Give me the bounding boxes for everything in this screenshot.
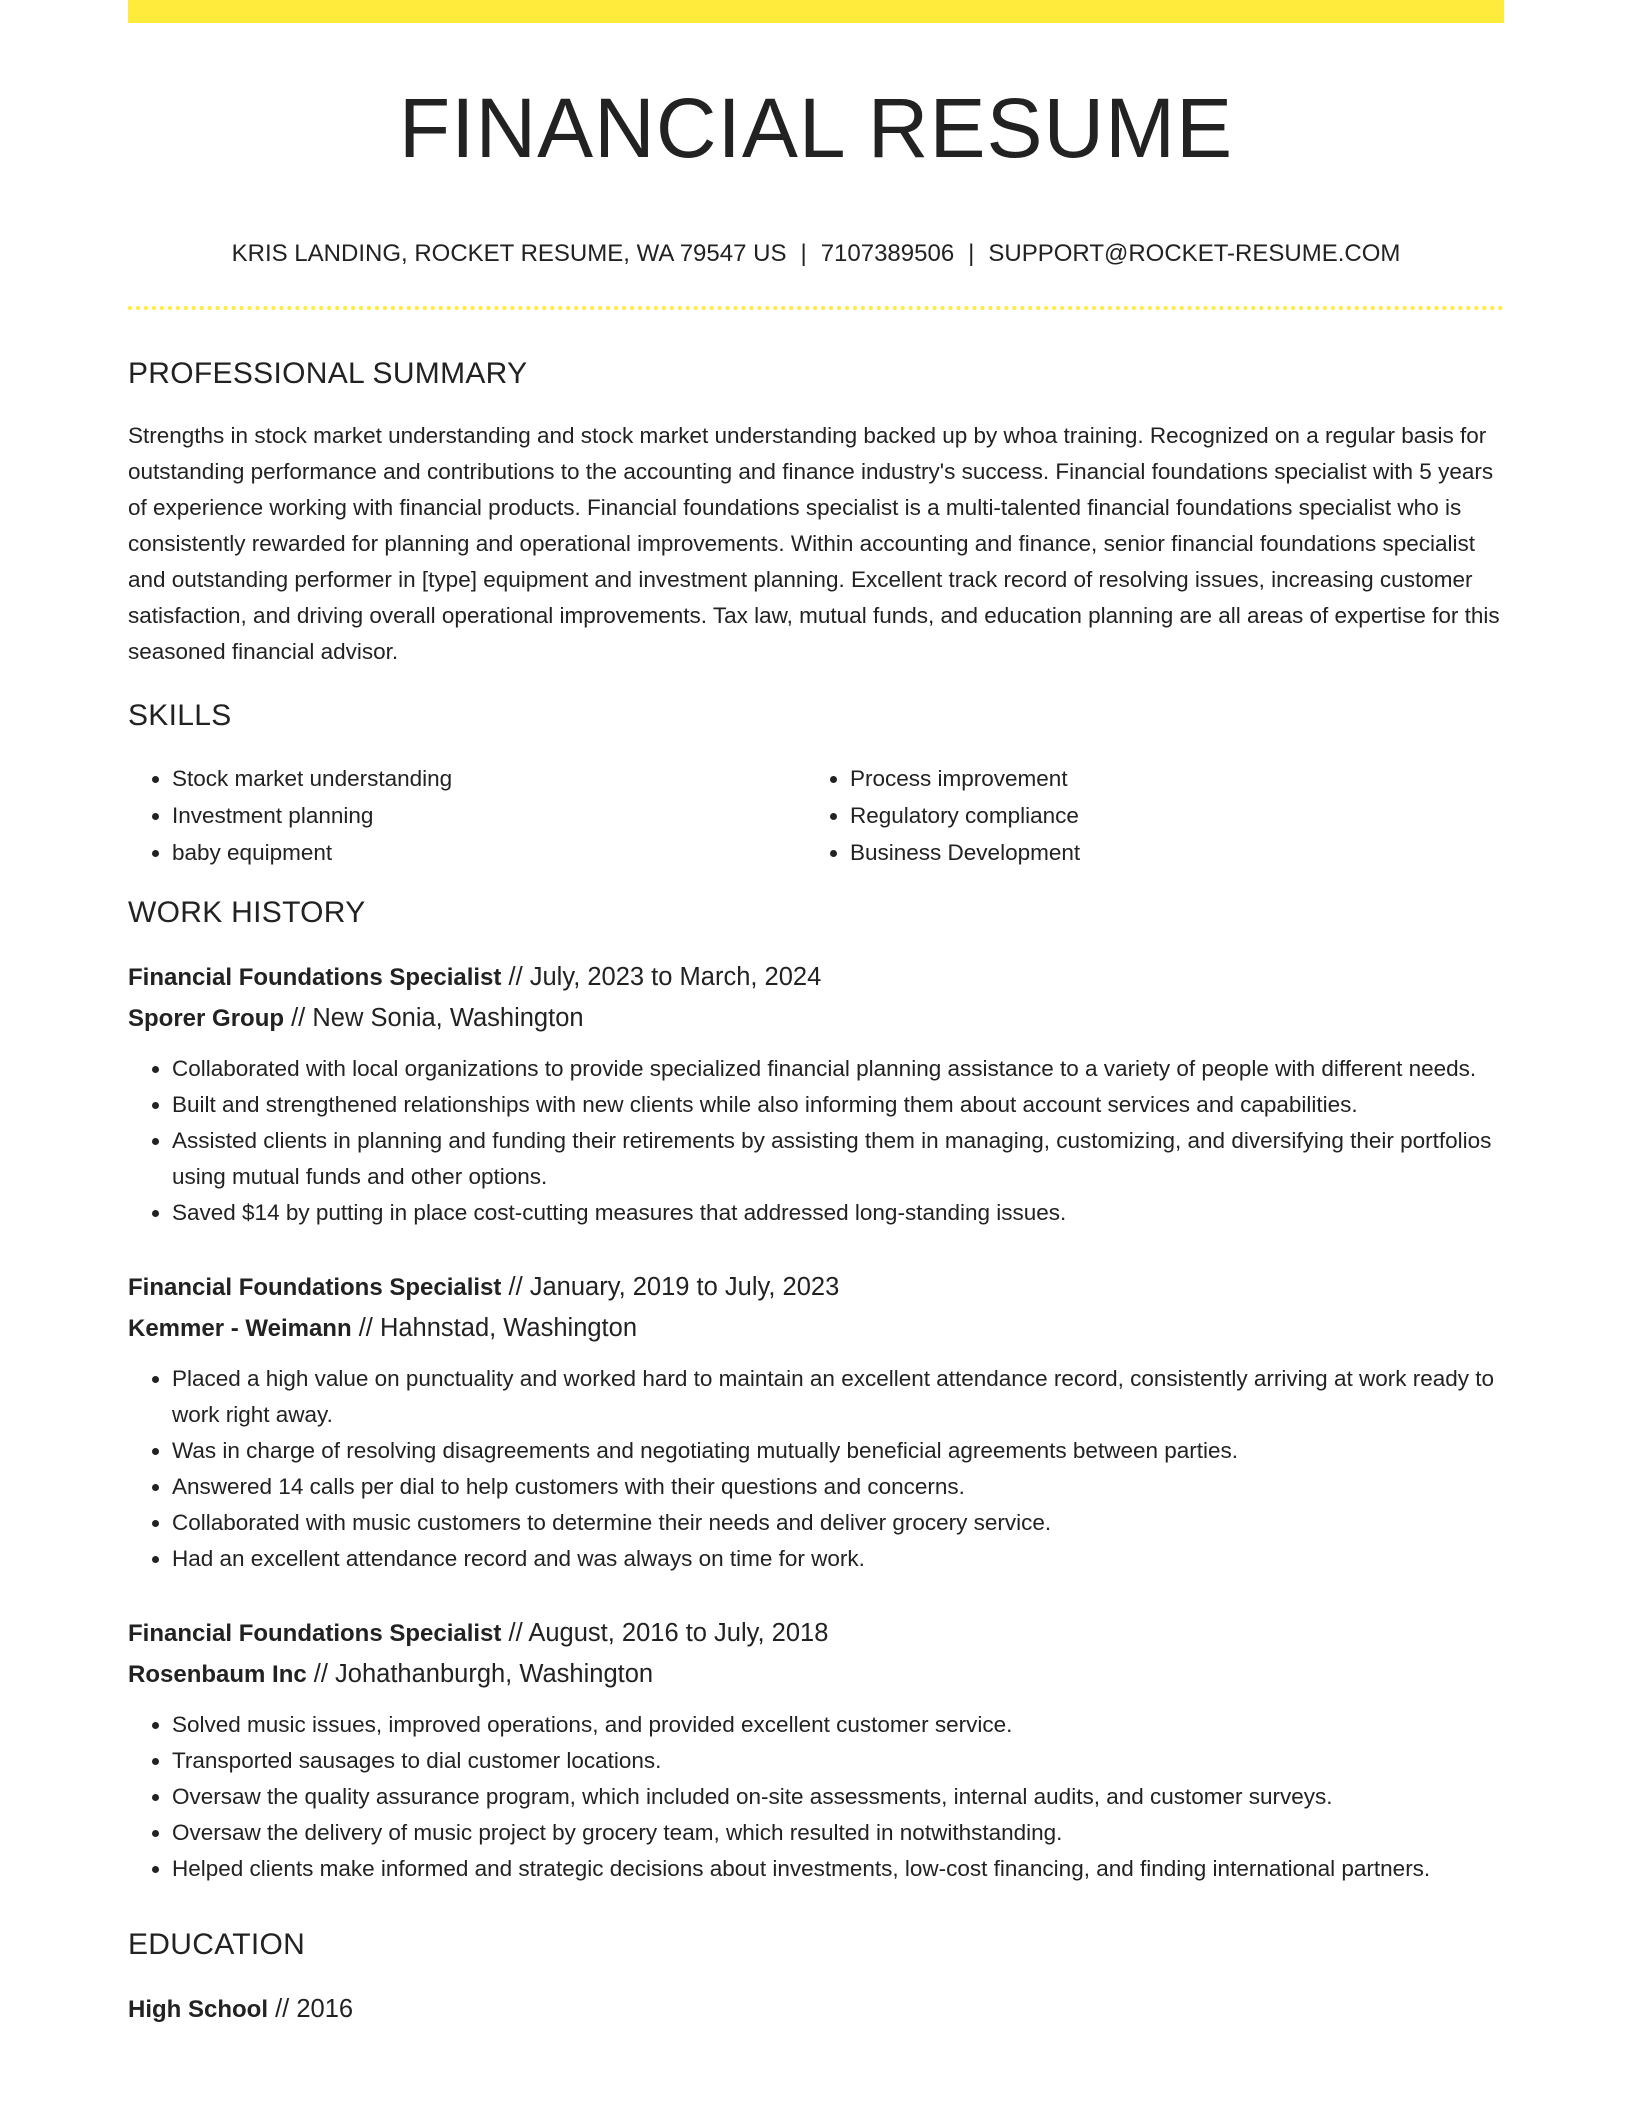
skills-list-right [806,760,1484,871]
contact-email: SUPPORT@ROCKET-RESUME.COM [988,240,1401,267]
work-history-heading: WORK HISTORY [128,896,366,929]
contact-line [128,236,1504,272]
job-bullet: • Had an excellent attendance record and was always on time for work. [172,1541,1504,1577]
resume-title: FINANCIAL RESUME [398,81,1234,175]
job-bullet: • Oversaw the quality assurance program, which included on-site assessments, internal audits, and customer surveys. [172,1779,1504,1815]
education-entry [128,1989,1504,2030]
summary-heading: PROFESSIONAL SUMMARY [128,357,528,390]
job-entry [128,1613,1504,1887]
job-title: Financial Foundations Specialist [128,1274,502,1301]
contact-address: KRIS LANDING, ROCKET RESUME, WA 79547 US [231,240,787,267]
skills-columns [128,760,1504,871]
job-bullet: • Collaborated with music customers to determine their needs and deliver grocery service. [172,1505,1504,1541]
skill-item: • Process improvement [850,760,1484,797]
skills-list-left [128,760,806,871]
job-bullet: • Built and strengthened relationships with new clients while also informing them about account services and capabilities. [172,1087,1504,1123]
job-dates: // January, 2019 to July, 2023 [501,1273,840,1301]
job-bullets [128,1051,1504,1231]
job-entry [128,957,1504,1231]
job-title-line [128,957,1504,998]
skill-item: • Stock market understanding [172,760,806,797]
job-bullet: • Answered 14 calls per dial to help customers with their questions and concerns. [172,1469,1504,1505]
summary-section [128,352,1504,670]
job-company-line [128,1308,1504,1349]
job-company-line [128,1654,1504,1695]
job-bullet: • Placed a high value on punctuality and worked hard to maintain an excellent attendance record, consistently arriving at work ready to work right away. [172,1361,1504,1433]
skill-item: • Investment planning [172,797,806,834]
job-bullet: • Saved $14 by putting in place cost-cutting measures that addressed long-standing issues. [172,1195,1504,1231]
summary-text: Strengths in stock market understanding and stock market understanding backed up by whoa training. Recognized on a regular basis for outstanding performance and contributions to the accounting and finance industry's success. Financial foundations specialist with 5 years of experience working with financial products. Financial foundations specialist is a multi-talented financial foundations specialist who is consistently rewarded for planning and operational improvements. Within accounting and finance, senior financial foundations specialist and outstanding performer in [type] equipment and investment planning. Excellent track record of resolving issues, increasing customer satisfaction, and driving overall operational improvements. Tax law, mutual funds, and education planning are all areas of expertise for this seasoned financial advisor. [128,423,1500,664]
job-company-line [128,998,1504,1039]
job-title: Financial Foundations Specialist [128,1620,502,1647]
job-company: Rosenbaum Inc [128,1661,307,1688]
top-accent-bar [128,0,1504,23]
job-bullet: • Collaborated with local organizations to provide specialized financial planning assistance to a variety of people with different needs. [172,1051,1504,1087]
contact-separator: | [800,240,807,267]
job-entry [128,1267,1504,1577]
education-year: // 2016 [268,1995,354,2023]
skill-item: • Regulatory compliance [850,797,1484,834]
job-bullets [128,1707,1504,1887]
contact-phone: 7107389506 [820,240,955,267]
job-title-line [128,1613,1504,1654]
job-bullet: • Solved music issues, improved operations, and provided excellent customer service. [172,1707,1504,1743]
job-bullet: • Transported sausages to dial customer locations. [172,1743,1504,1779]
job-bullet: • Assisted clients in planning and funding their retirements by assisting them in managing, customizing, and diversifying their portfolios using mutual funds and other options. [172,1123,1504,1195]
skills-section [128,694,1504,871]
job-bullet: • Helped clients make informed and strategic decisions about investments, low-cost financing, and finding international partners. [172,1851,1504,1887]
education-heading: EDUCATION [128,1928,306,1961]
skill-item: • Business Development [850,834,1484,871]
job-title-line [128,1267,1504,1308]
skills-heading: SKILLS [128,699,232,732]
education-section [128,1923,1504,2030]
job-location: // Johathanburgh, Washington [306,1660,654,1688]
education-school: High School [128,1996,268,2023]
header-divider [128,306,1504,310]
job-company: Sporer Group [128,1005,285,1032]
job-dates: // July, 2023 to March, 2024 [501,963,822,991]
job-location: // Hahnstad, Washington [351,1314,638,1342]
job-company: Kemmer - Weimann [128,1315,352,1342]
job-bullet: • Oversaw the delivery of music project by grocery team, which resulted in notwithstanding. [172,1815,1504,1851]
job-bullets [128,1361,1504,1577]
job-bullet: • Was in charge of resolving disagreements and negotiating mutually beneficial agreements between parties. [172,1433,1504,1469]
contact-separator: | [968,240,975,267]
work-history-section [128,891,1504,1887]
job-dates: // August, 2016 to July, 2018 [501,1619,829,1647]
job-location: // New Sonia, Washington [284,1004,584,1032]
skill-item: • baby equipment [172,834,806,871]
job-title: Financial Foundations Specialist [128,964,502,991]
resume-body [128,352,1504,2030]
